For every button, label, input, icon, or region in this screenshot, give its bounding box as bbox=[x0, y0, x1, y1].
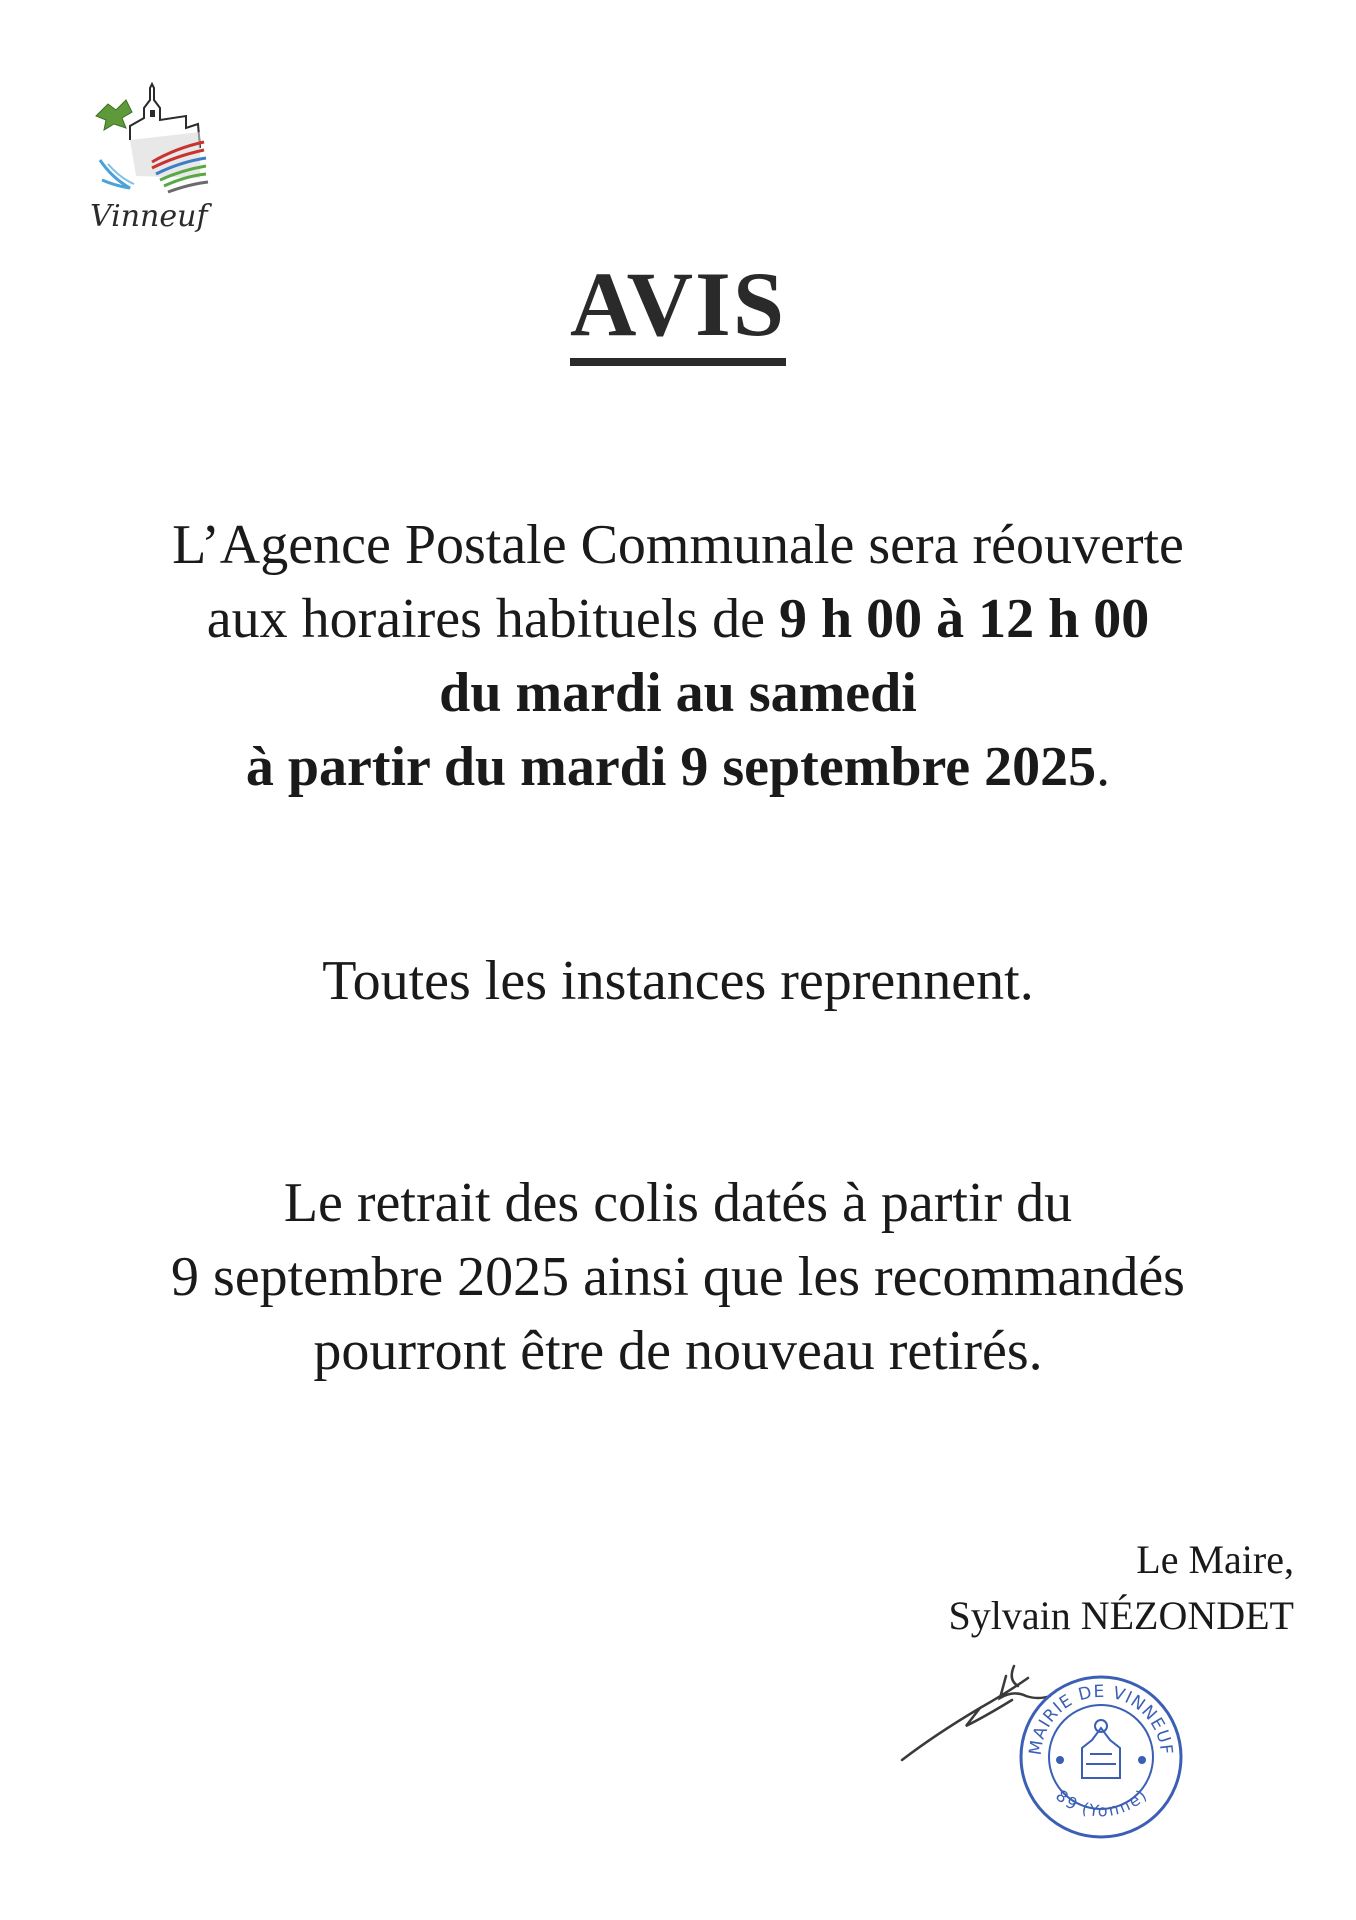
stamp-bottom-text: 89 (Yonne) bbox=[1052, 1785, 1151, 1821]
logo-wordmark: Vinneuf bbox=[90, 199, 208, 234]
reopening-paragraph bbox=[0, 508, 1356, 804]
instances-line: Toutes les instances reprennent. bbox=[322, 950, 1034, 1012]
mayor-name: Sylvain NÉZONDET bbox=[948, 1593, 1294, 1638]
mayor-role: Le Maire, bbox=[1136, 1537, 1294, 1582]
opening-hours: 9 h 00 à 12 h 00 bbox=[778, 588, 1150, 650]
reopening-line-3 bbox=[0, 656, 1356, 730]
vinneuf-logo bbox=[86, 68, 226, 238]
parcels-line-3: pourront être de nouveau retirés. bbox=[313, 1320, 1043, 1382]
stamp-top-text: MAIRIE DE VINNEUF bbox=[1025, 1681, 1177, 1757]
reopening-line-4 bbox=[0, 730, 1356, 804]
notice-title-text: AVIS bbox=[570, 258, 786, 366]
svg-text:89 (Yonne) bbox=[1052, 1786, 1150, 1820]
notice-title bbox=[0, 253, 1356, 366]
town-hall-stamp bbox=[1012, 1668, 1190, 1846]
vinneuf-logo-icon bbox=[86, 68, 226, 238]
instances-paragraph bbox=[0, 944, 1356, 1018]
opening-days: du mardi au samedi bbox=[439, 662, 917, 724]
reopening-date: à partir du mardi 9 septembre 2025 bbox=[245, 736, 1097, 798]
reopening-line-2 bbox=[0, 582, 1356, 656]
reopening-line-1: L’Agence Postale Communale sera réouverte bbox=[172, 514, 1184, 576]
parcels-line-2: 9 septembre 2025 ainsi que les recommandés bbox=[171, 1246, 1185, 1308]
hours-intro: aux horaires habituels de bbox=[206, 588, 779, 650]
parcels-paragraph bbox=[0, 1166, 1356, 1388]
parcels-line-1: Le retrait des colis datés à partir du bbox=[283, 1172, 1073, 1234]
signature-block bbox=[948, 1532, 1294, 1644]
reopening-period: . bbox=[1096, 736, 1111, 798]
